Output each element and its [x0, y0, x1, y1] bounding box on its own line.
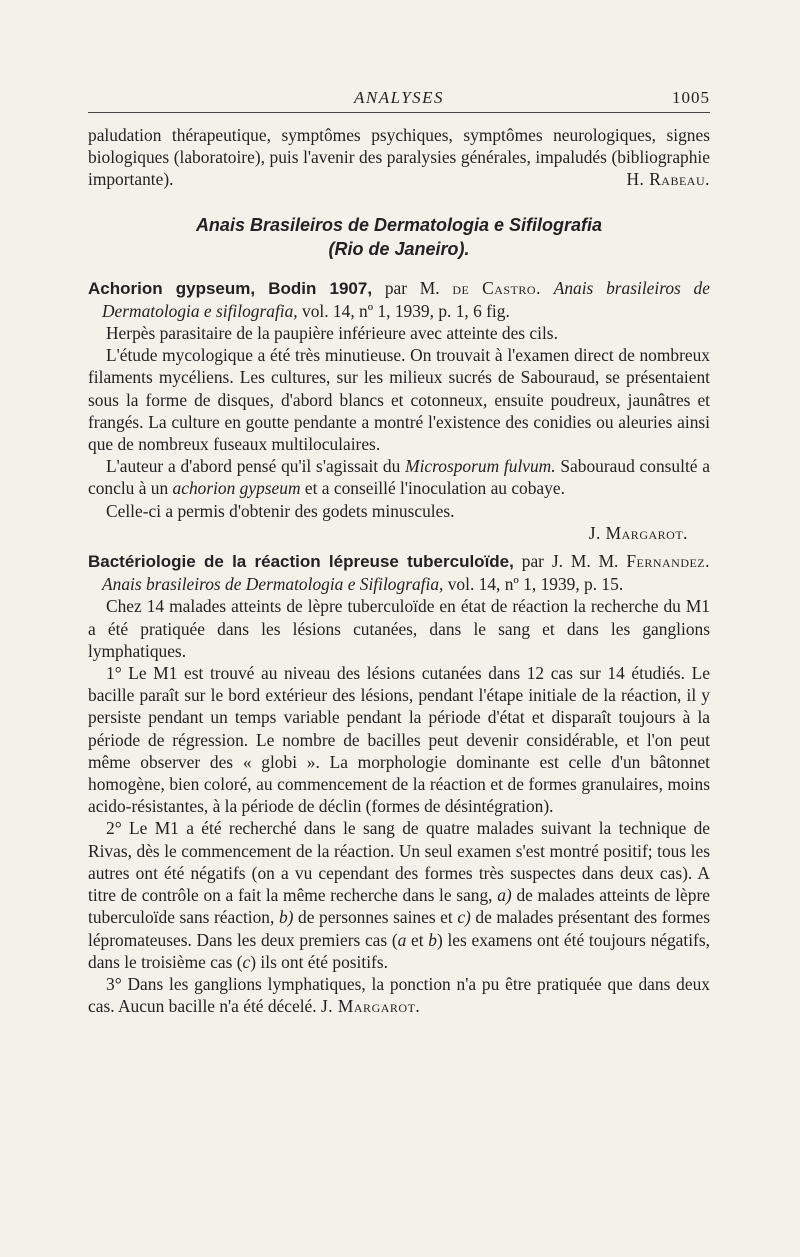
journal-heading: [88, 213, 710, 261]
article-title: [88, 550, 710, 595]
journal-location: (Rio de Janeiro).: [328, 238, 470, 259]
page-header: [88, 86, 710, 113]
body-paragraph: 3° Dans les ganglions lymphatiques, la ponction n'a pu être pratiquée que dans deux cas. Aucun bacille n'a été décelé. J. Margarot.: [88, 973, 710, 1017]
body-paragraph: Chez 14 malades atteints de lèpre tuberculoïde en état de réaction la recherche du M1 a été pratiquée dans les lésions cutanées, dans le sang et dans les ganglions lymphatiques.: [88, 596, 710, 661]
body-paragraph: 1° Le M1 est trouvé au niveau des lésions cutanées dans 12 cas sur 14 étudiés. Le bacille paraît sur le bord extérieur des lésions, pendant l'étape initiale de la réaction, il y persiste pendant un temps variable pendant la période d'état et disparaît toujours à la période de régression. Le nombre de bacilles peut devenir considérable, et l'on peut même observer des « globi ». La morphologie dominante est celle d'un bâtonnet homogène, bien coloré, au commencement de la réaction et de formes granulaires, moins acido-résistantes, à la période de déclin (formes de désintégration).: [88, 663, 710, 817]
article-author: Castro.: [482, 277, 541, 298]
body-paragraph: L'auteur a d'abord pensé qu'il s'agissait du Microsporum fulvum. Sabouraud consulté a conclu à un achorion gypseum et a conseillé l'inoculation au cobaye.: [88, 456, 711, 499]
article-title-text: Bactériologie de la réaction lépreuse tuberculoïde,: [88, 552, 514, 572]
body-paragraph: 2° Le M1 a été recherché dans le sang de quatre malades suivant la technique de Rivas, dès le commencement de la réaction. Un seul examen s'est montré positif; tous les autres ont été négatifs (on a vu cependant des formes très suspectes dans deux cas). A titre de contrôle on a fait la même recherche dans le sang, a) de malades atteints de lèpre tuberculoïde sans réaction, b) de personnes saines et c) de malades présentant des formes lépromateuses. Dans les deux premiers cas (a et b) les examens ont été toujours négatifs, dans le troisième cas (c) ils ont été positifs.: [88, 818, 710, 972]
article-author: Fernandez.: [626, 551, 710, 572]
article-title: [88, 277, 710, 322]
page-body: [88, 124, 710, 1017]
signature: J. Margarot.: [588, 522, 688, 543]
article-bacteriologie: [88, 550, 710, 1017]
page-number: 1005: [672, 88, 710, 107]
article-by: par M.: [384, 277, 440, 298]
article-ref-details: vol. 14, nº 1, 1939, p. 15.: [447, 574, 624, 595]
article-by: par J. M. M.: [521, 551, 619, 572]
article-ref-journal: Anais brasileiros de Dermatologia e Sifilografia,: [102, 574, 444, 595]
article-achorion: [88, 277, 710, 544]
body-paragraph: Herpès parasitaire de la paupière inférieure avec atteinte des cils.: [106, 323, 558, 344]
journal-title: Anais Brasileiros de Dermatologia e Sifilografia: [195, 214, 603, 235]
intro-author: H. Rabeau.: [626, 169, 710, 190]
article-title-text: Achorion gypseum, Bodin 1907,: [88, 278, 373, 298]
article-ref-details: vol. 14, nº 1, 1939, p. 1, 6 fig.: [302, 300, 510, 321]
body-paragraph: L'étude mycologique a été très minutieuse. On trouvait à l'examen direct de nombreux filaments mycéliens. Les cultures, sur les milieux sucrés de Sabouraud, se présentaient sous la forme de disques, d'abord blancs et cotonneux, ensuite poudreux, jaunâtres et frangés. La culture en goutte pendante a montré l'existence des conidies ou aleuries ainsi que de nombreux fuseaux multiloculaires.: [88, 345, 710, 455]
species-name: Microsporum fulvum.: [405, 456, 556, 477]
article-ref-journal: Anais brasileiros de Dermatologia e sifilografia,: [102, 277, 710, 321]
species-name: achorion gypseum: [172, 478, 301, 499]
body-paragraph: Celle-ci a permis d'obtenir des godets minuscules.: [106, 500, 455, 521]
running-title: ANALYSES: [353, 88, 445, 107]
intro-paragraph: paludation thérapeutique, symptômes psychiques, symptômes neurologiques, signes biologiques (laboratoire), puis l'avenir des paralysies générales, impaludés (bibliographie importante). H. Rabeau.: [88, 125, 710, 190]
signature: J. Margarot.: [320, 996, 421, 1017]
article-author-prefix: de: [452, 277, 470, 298]
